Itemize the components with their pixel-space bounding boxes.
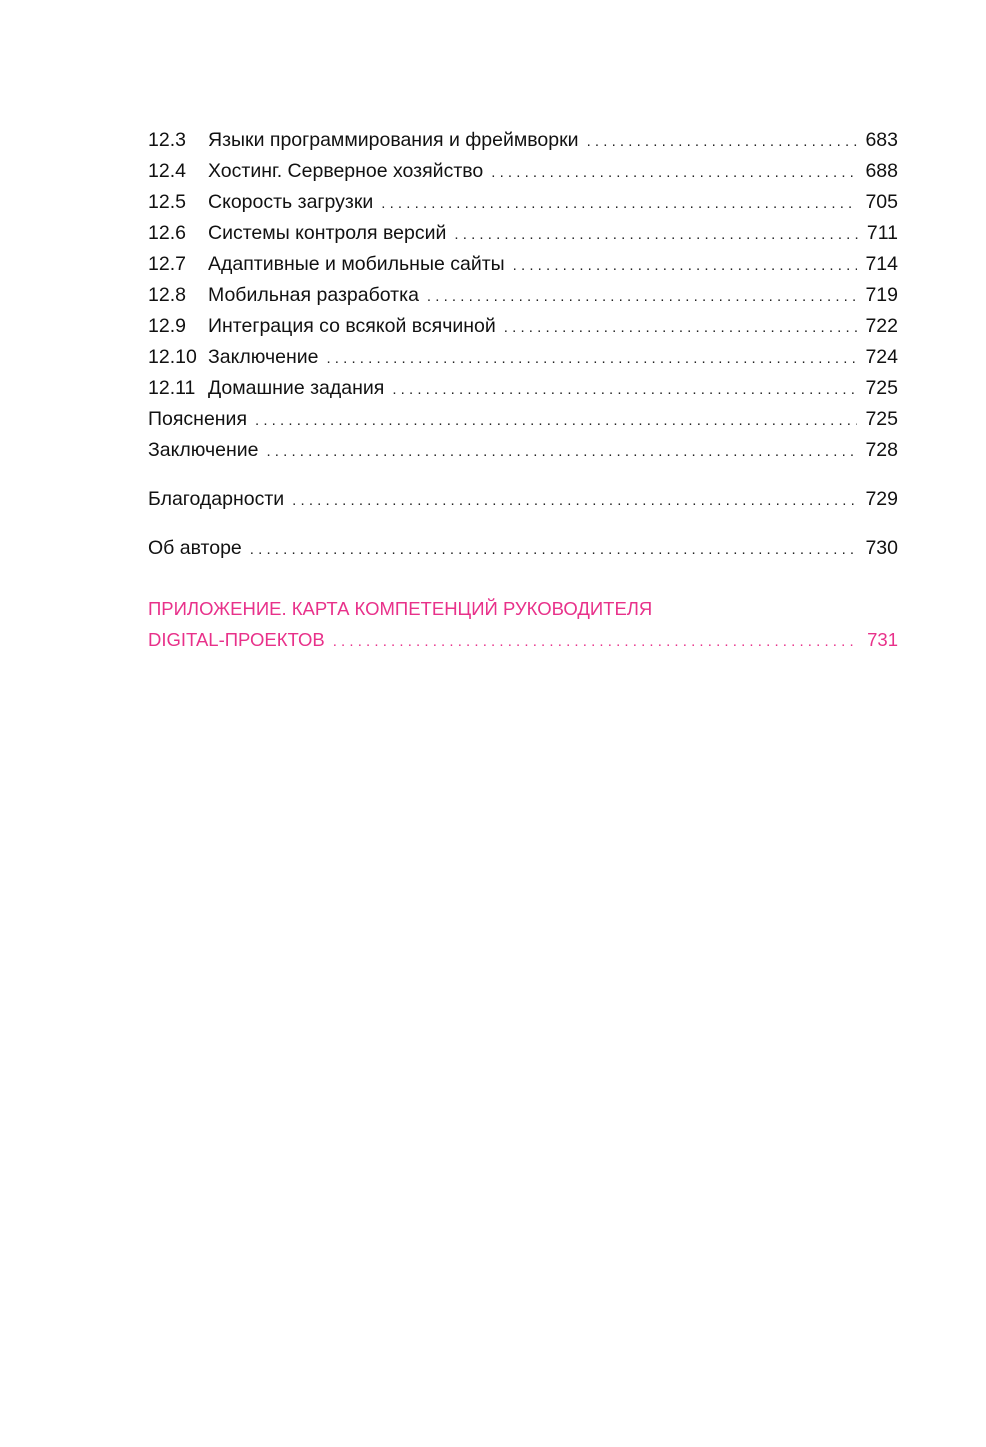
section-number: 12.7	[148, 253, 186, 275]
page-number: 722	[865, 315, 898, 337]
section-title: Интеграция со всякой всячиной	[208, 315, 496, 337]
section-title: Скорость загрузки	[208, 191, 374, 213]
page-number: 728	[865, 439, 898, 461]
dot-leader	[326, 343, 857, 374]
toc-entry[interactable]	[148, 218, 898, 249]
dot-leader	[250, 534, 858, 565]
page-number: 729	[865, 488, 898, 510]
page-number: 683	[865, 129, 898, 151]
appendix-line2-row	[148, 624, 898, 655]
section-number: 12.5	[148, 191, 186, 213]
dot-leader	[255, 405, 857, 436]
toc-entry-conclusion[interactable]	[148, 435, 898, 466]
page-number: 725	[865, 377, 898, 399]
dot-leader	[266, 436, 857, 467]
page-number: 714	[865, 253, 898, 275]
section-number: 12.3	[148, 129, 186, 151]
section-title: Об авторе	[148, 537, 242, 559]
section-number: 12.10	[148, 346, 197, 368]
toc-entry[interactable]	[148, 156, 898, 187]
page-number: 719	[865, 284, 898, 306]
toc-entry[interactable]	[148, 187, 898, 218]
section-title: Заключение	[148, 439, 259, 461]
toc-entry[interactable]	[148, 311, 898, 342]
section-number: 12.4	[148, 160, 186, 182]
dot-leader	[292, 485, 857, 516]
table-of-contents	[148, 125, 898, 655]
section-number: 12.9	[148, 315, 186, 337]
toc-entry[interactable]	[148, 342, 898, 373]
dot-leader	[587, 126, 858, 157]
section-title: Системы контроля версий	[208, 222, 447, 244]
dot-leader	[513, 250, 858, 281]
section-title: Мобильная разработка	[208, 284, 419, 306]
toc-entry-notes[interactable]	[148, 404, 898, 435]
toc-entry[interactable]	[148, 249, 898, 280]
page-number: 725	[865, 408, 898, 430]
toc-entry[interactable]	[148, 373, 898, 404]
section-number: 12.6	[148, 222, 186, 244]
section-title: Домашние задания	[208, 377, 385, 399]
dot-leader	[454, 219, 859, 250]
dot-leader	[491, 157, 857, 188]
page-number: 731	[867, 629, 898, 650]
toc-entry[interactable]	[148, 125, 898, 156]
dot-leader	[504, 312, 858, 343]
toc-entry-appendix[interactable]	[148, 593, 898, 655]
section-title: Пояснения	[148, 408, 248, 430]
dot-leader	[333, 626, 859, 657]
section-title: Заключение	[208, 346, 319, 368]
toc-entry-about-author[interactable]	[148, 533, 898, 564]
section-title: Благодарности	[148, 488, 285, 510]
section-number: 12.11	[148, 377, 196, 399]
section-title: Языки программирования и фреймворки	[208, 129, 579, 151]
dot-leader	[381, 188, 857, 219]
appendix-title-line1: ПРИЛОЖЕНИЕ. КАРТА КОМПЕТЕНЦИЙ РУКОВОДИТЕЛЯ	[148, 598, 653, 619]
page-number: 705	[865, 191, 898, 213]
appendix-title-line2: DIGITAL-ПРОЕКТОВ	[148, 629, 325, 650]
section-number: 12.8	[148, 284, 186, 306]
page-number: 730	[865, 537, 898, 559]
dot-leader	[392, 374, 857, 405]
toc-entry[interactable]	[148, 280, 898, 311]
dot-leader	[427, 281, 858, 312]
page-number: 724	[865, 346, 898, 368]
page-number: 688	[865, 160, 898, 182]
toc-entry-acknowledgements[interactable]	[148, 484, 898, 515]
page-number: 711	[866, 222, 898, 244]
section-title: Хостинг. Серверное хозяйство	[208, 160, 484, 182]
section-title: Адаптивные и мобильные сайты	[208, 253, 505, 275]
